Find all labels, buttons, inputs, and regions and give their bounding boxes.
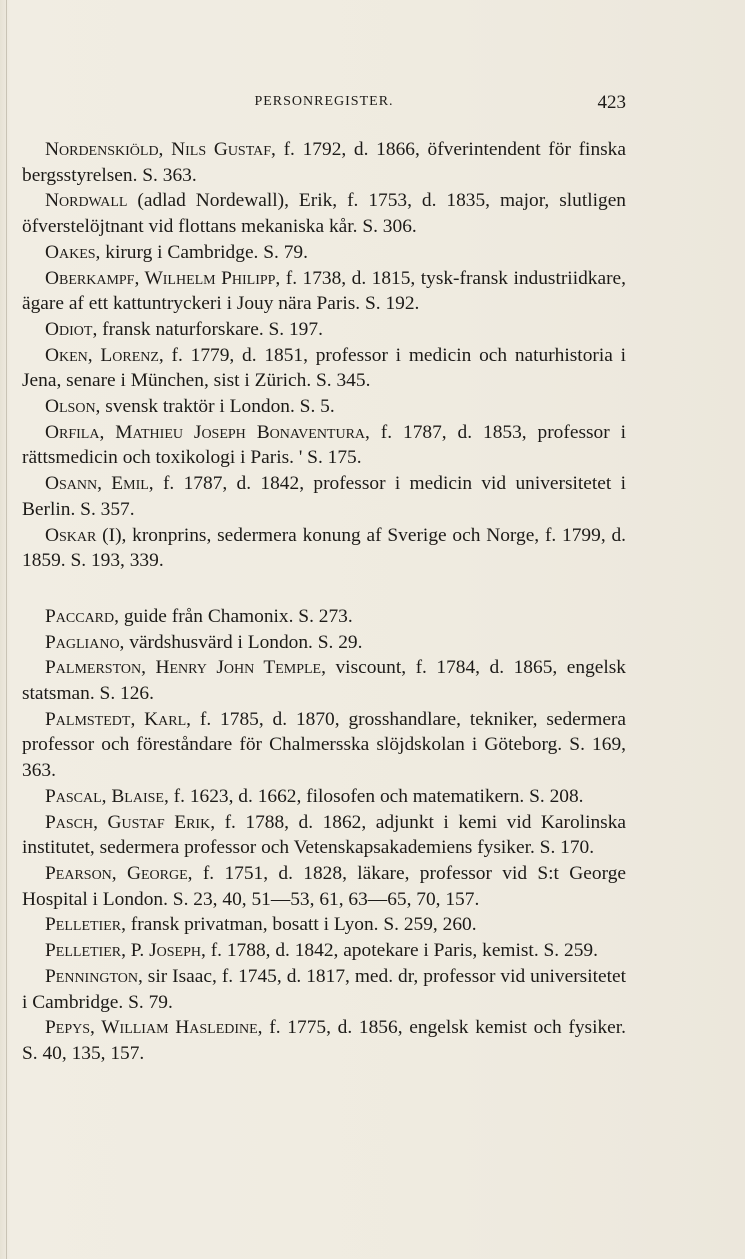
index-entry	[22, 188, 626, 239]
entry-name: Palmerston, Henry John Temple,	[45, 657, 326, 679]
entry-name: Orfila, Mathieu Joseph Bonaventura,	[45, 421, 370, 443]
index-entry	[22, 1015, 626, 1066]
index-entry	[22, 240, 626, 266]
entry-text: fransk privatman, bosatt i Lyon. S. 259, 260.	[125, 914, 477, 936]
entry-text: f. 1787, d. 1853, professor i rättsmedicin och toxikologi i Paris. ' S. 175.	[22, 421, 626, 469]
entry-name: Pascal, Blaise,	[45, 785, 169, 807]
index-entry	[22, 912, 626, 938]
entry-text: f. 1623, d. 1662, filosofen och matematikern. S. 208.	[168, 785, 584, 807]
index-entry	[22, 137, 626, 188]
entry-text: värdshusvärd i London. S. 29.	[124, 631, 363, 653]
entry-text: f. 1751, d. 1828, läkare, professor vid S:t George Hospital i London. S. 23, 40, 51—53, 61, 63—65, 70, 157.	[22, 862, 626, 910]
running-head: PERSONREGISTER.	[254, 94, 394, 109]
entry-name: Pagliano,	[45, 631, 125, 653]
entry-name: Oskar	[45, 524, 97, 546]
index-entry	[22, 964, 626, 1015]
entry-text: f. 1788, d. 1842, apotekare i Paris, kemist. S. 259.	[205, 940, 598, 962]
page-header	[22, 92, 626, 116]
entry-name: Pelletier, P. Joseph,	[45, 940, 206, 962]
entry-name: Pearson, George,	[45, 862, 193, 884]
page-edge-shadow	[6, 0, 7, 1259]
entry-text: f. 1775, d. 1856, engelsk kemist och fysiker. S. 40, 135, 157.	[22, 1017, 626, 1064]
entry-text: guide från Chamonix. S. 273.	[118, 605, 353, 627]
index-entry	[22, 343, 626, 394]
page-number: 423	[597, 92, 626, 113]
section-gap	[22, 574, 626, 604]
index-entries	[22, 137, 626, 1067]
entry-name: Palmstedt, Karl,	[45, 708, 192, 730]
index-entry	[22, 810, 626, 861]
entry-text: f. 1792, d. 1866, öfverintendent för finska bergsstyrelsen. S. 363.	[22, 139, 626, 186]
entry-name: Pepys, William Hasledine,	[45, 1017, 263, 1039]
entry-text: f. 1787, d. 1842, professor i medicin vid universitetet i Berlin. S. 357.	[22, 473, 626, 520]
entry-name: Oken, Lorenz,	[45, 344, 164, 366]
index-entry	[22, 630, 626, 656]
index-entry	[22, 707, 626, 784]
index-entry	[22, 317, 626, 343]
index-entry	[22, 655, 626, 706]
entry-name: Pasch, Gustaf Erik,	[45, 811, 216, 833]
entry-text: f. 1785, d. 1870, grosshandlare, tekniker, sedermera professor och föreståndare för Chalmersska slöjdskolan i Göteborg. S. 169, 363.	[22, 708, 626, 782]
entry-name: Odiot,	[45, 318, 98, 340]
entry-text: f. 1738, d. 1815, tysk-fransk industriidkare, ägare af ett kattuntryckeri i Jouy nära Paris. S. 192.	[22, 267, 626, 315]
index-entry	[22, 784, 626, 810]
index-entry	[22, 604, 626, 630]
entry-name: Paccard,	[45, 605, 119, 627]
entry-text: f. 1788, d. 1862, adjunkt i kemi vid Karolinska institutet, sedermera professor och Vetenskapsakademiens fysiker. S. 170.	[22, 811, 626, 859]
index-entry	[22, 861, 626, 912]
index-entry	[22, 523, 626, 574]
index-entry	[22, 420, 626, 471]
entry-text: svensk traktör i London. S. 5.	[100, 396, 335, 418]
entry-text: (adlad Nordewall), Erik, f. 1753, d. 1835, major, slutligen öfverstelöjtnant vid flottans mekaniska kår. S. 306.	[22, 190, 626, 238]
entry-name: Nordwall	[45, 190, 128, 212]
entry-text: (I), kronprins, sedermera konung af Sverige och Norge, f. 1799, d. 1859. S. 193, 339.	[22, 524, 626, 572]
index-entry	[22, 938, 626, 964]
entry-text: f. 1779, d. 1851, professor i medicin och naturhistoria i Jena, senare i München, sist i Zürich. S. 345.	[22, 344, 627, 392]
entry-name: Oakes,	[45, 241, 101, 263]
entry-name: Osann, Emil,	[45, 473, 154, 495]
index-entry	[22, 266, 626, 317]
entry-name: Pelletier,	[45, 914, 126, 936]
index-entry	[22, 394, 626, 420]
entry-name: Oberkampf, Wilhelm Philipp,	[45, 267, 281, 289]
entry-text: viscount, f. 1784, d. 1865, engelsk statsman. S. 126.	[22, 657, 627, 705]
entry-text: fransk naturforskare. S. 197.	[97, 318, 323, 340]
index-entry	[22, 471, 626, 522]
entry-name: Olson,	[45, 396, 101, 418]
entry-name: Nordenskiöld, Nils Gustaf,	[45, 139, 276, 160]
entry-name: Pennington,	[45, 965, 143, 987]
entry-text: kirurg i Cambridge. S. 79.	[100, 241, 308, 263]
entry-text: sir Isaac, f. 1745, d. 1817, med. dr, professor vid universitetet i Cambridge. S. 79.	[22, 965, 626, 1013]
